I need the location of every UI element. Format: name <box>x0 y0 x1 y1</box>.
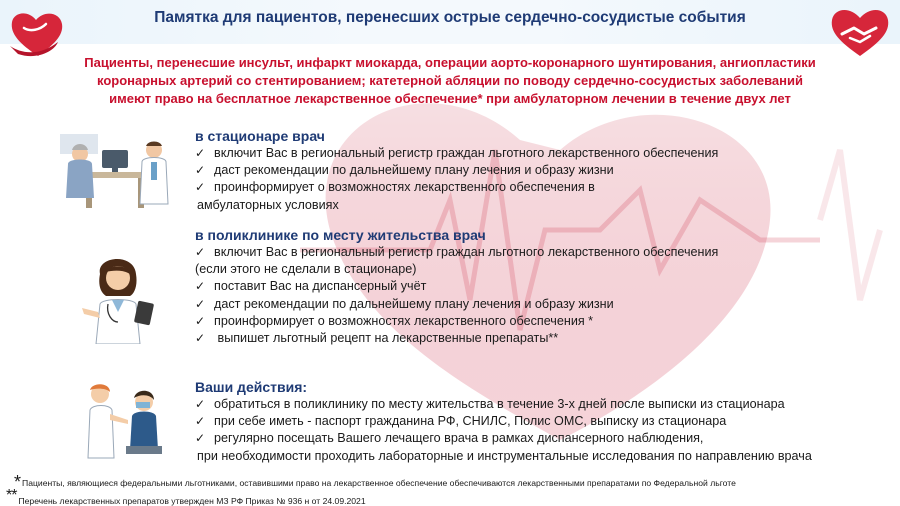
list-item <box>195 330 718 347</box>
list-item <box>195 179 718 196</box>
heart-hand-logo-icon <box>6 6 70 62</box>
list-item-continuation <box>195 261 718 278</box>
item-text: включит Вас в региональный регистр граждан льготного лекарственного обеспечения <box>214 245 719 259</box>
list-item <box>195 413 812 430</box>
section-your-actions <box>195 378 812 465</box>
list-item-continuation <box>195 197 718 214</box>
item-text: проинформирует о возможностях лекарственного обеспечения * <box>214 313 594 328</box>
footnote-mark: ** <box>6 487 17 504</box>
item-text: (если этого не сделали в стационаре) <box>195 262 417 277</box>
page-title: Памятка для пациентов, перенесших острые сердечно-сосудистые события <box>154 9 746 26</box>
checkmark-icon: ✓ <box>195 431 206 446</box>
checkmark-icon: ✓ <box>195 313 206 328</box>
footnote-text: Перечень лекарственных препаратов утвержден МЗ РФ Приказ № 936 н от 24.09.2021 <box>18 496 366 506</box>
intro-line: Пациенты, перенесшие инсульт, инфаркт миокарда, операции аорто-коронарного шунтирования, ангиопластики <box>84 55 816 70</box>
footnote-2 <box>6 487 366 505</box>
list-item <box>195 162 718 179</box>
item-text: регулярно посещать Вашего лечащего врача в рамках диспансерного наблюдения, <box>214 431 704 446</box>
list-item <box>195 430 812 447</box>
item-text: при себе иметь - паспорт гражданина РФ, СНИЛС, Полис ОМС, выписку из стационара <box>214 414 727 429</box>
checkmark-icon: ✓ <box>195 163 206 178</box>
intro-line: коронарных артерий со стентированием; катетерной абляции по поводу сердечно-сосудистых заболеваний <box>96 73 804 88</box>
item-text: обратиться в поликлинику по месту жительства в течение 3-х дней после выписки из стационара <box>214 397 785 411</box>
item-text: выпишет льготный рецепт на лекарственные препараты** <box>214 331 559 346</box>
list-item <box>195 296 718 313</box>
section-title: в стационаре врач <box>195 128 325 144</box>
checkmark-icon: ✓ <box>195 414 206 429</box>
intro-line: имеют право на бесплатное лекарственное обеспечение* при амбулаторном лечении в течение двух лет <box>109 91 791 106</box>
heart-handshake-logo-icon <box>828 4 892 60</box>
item-text: при необходимости проходить лабораторные и инструментальные исследования по направлению врача <box>197 448 812 463</box>
checkmark-icon: ✓ <box>195 279 206 294</box>
footnote-text: Пациенты, являющиеся федеральными льготниками, оставившими право на лекарственное обеспечение обеспечиваются лекарственными препаратами по Федеральной льготе <box>22 478 736 488</box>
section-title-suffix: : <box>302 379 308 395</box>
checkmark-icon: ✓ <box>195 296 206 311</box>
checkmark-icon: ✓ <box>195 180 206 195</box>
section-title <box>195 378 812 396</box>
checkmark-icon: ✓ <box>195 331 206 346</box>
checkmark-icon: ✓ <box>195 245 206 259</box>
list-item <box>195 244 718 261</box>
list-item <box>195 278 718 295</box>
item-text: даст рекомендации по дальнейшему плану лечения и образу жизни <box>214 296 614 311</box>
female-doctor-illustration <box>78 252 160 344</box>
section-clinic-doctor <box>195 226 718 347</box>
checkmark-icon: ✓ <box>195 397 206 411</box>
footnote-mark: * <box>14 472 22 492</box>
list-item <box>195 396 812 413</box>
item-text: поставит Вас на диспансерный учёт <box>214 279 427 294</box>
checkmark-icon: ✓ <box>195 146 206 160</box>
item-text: включит Вас в региональный регистр граждан льготного лекарственного обеспечения <box>214 146 719 160</box>
item-text: амбулаторных условиях <box>197 197 339 212</box>
doctor-consultation-illustration <box>50 128 178 212</box>
section-hospital-doctor <box>195 127 718 214</box>
section-title: в поликлинике по месту жительства врач <box>195 227 486 243</box>
list-item <box>195 145 718 162</box>
item-text: проинформирует о возможностях лекарственного обеспечения в <box>214 180 595 195</box>
intro-paragraph <box>60 54 840 108</box>
list-item <box>195 313 718 330</box>
section-title-text: Ваши действия <box>195 379 303 395</box>
item-text: даст рекомендации по дальнейшему плану лечения и образу жизни <box>214 163 614 178</box>
nurse-patient-illustration <box>72 380 172 460</box>
list-item-continuation <box>195 448 812 465</box>
